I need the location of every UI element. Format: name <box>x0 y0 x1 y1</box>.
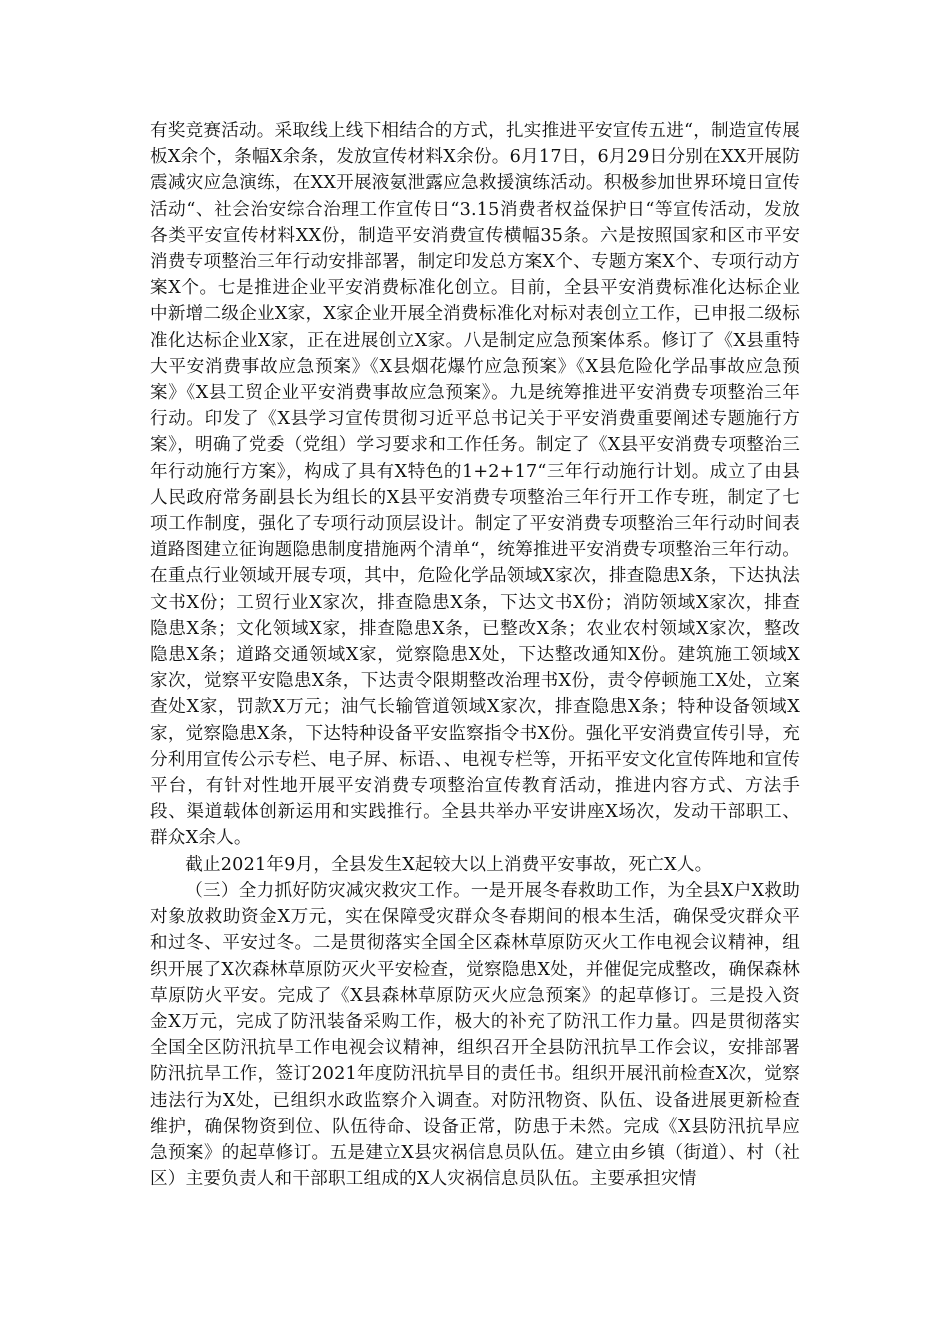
paragraph-disaster-prevention: （三）全力抓好防灾减灾救灾工作。一是开展冬春救助工作，为全县X户X救助对象放救助资金X万元，实在保障受灾群众冬春期间的根本生活，确保受灾群众平和过冬、平安过冬。二是贯彻落实全国全区森林草原防灭火工作电视会议精神，组织开展了X次森林草原防灭火平安检查，觉察隐患X处，并催促完成整改，确保森林草原防火平安。完成了《X县森林草原防灭火应急预案》的起草修订。三是投入资金X万元，完成了防汛装备采购工作，极大的补充了防汛工作力量。四是贯彻落实全国全区防汛抗旱工作电视会议精神，组织召开全县防汛抗旱工作会议，安排部署防汛抗旱工作，签订2021年度防汛抗旱目的责任书。组织开展汛前检查X次，觉察违法行为X处，已组织水政监察介入调查。对防汛物资、队伍、设备进展更新检查维护，确保物资到位、队伍待命、设备正常，防患于未然。完成《X县防汛抗旱应急预案》的起草修订。五是建立X县灾祸信息员队伍。建立由乡镇（街道）、村（社区）主要负责人和干部职工组成的X人灾祸信息员队伍。主要承担灾情 <box>150 880 800 1190</box>
paragraph-accident-statistics: 截止2021年9月，全县发生X起较大以上消费平安事故，死亡X人。 <box>185 854 713 875</box>
document-body <box>150 118 800 1192</box>
paragraph-continuation: 有奖竞赛活动。采取线上线下相结合的方式，扎实推进平安宣传五进“，制造宣传展板X余个，条幅X余条，发放宣传材料X余份。6月17日，6月29日分别在XX开展防震减灾应急演练，在XX开展液氨泄露应急救援演练活动。积极参加世界环境日宣传活动“、社会治安综合治理工作宣传日“3.15消费者权益保护日“等宣传活动，发放各类平安宣传材料XX份，制造平安消费宣传横幅35条。六是按照国家和区市平安消费专项整治三年行动安排部署，制定印发总方案X个、专题方案X个、专项行动方案X个。七是推进企业平安消费标准化创立。目前，全县平安消费标准化达标企业中新增二级企业X家，X家企业开展全消费标准化对标对表创立工作，已申报二级标准化达标企业X家，正在进展创立X家。八是制定应急预案体系。修订了《X县重特大平安消费事故应急预案》《X县烟花爆竹应急预案》《X县危险化学品事故应急预案》《X县工贸企业平安消费事故应急预案》。九是统筹推进平安消费专项整治三年行动。印发了《X县学习宣传贯彻习近平总书记关于平安消费重要阐述专题施行方案》，明确了党委（党组）学习要求和工作任务。制定了《X县平安消费专项整治三年行动施行方案》，构成了具有X特色的1+2+17“三年行动施行计划。成立了由县人民政府常务副县长为组长的X县平安消费专项整治三年行开工作专班，制定了七项工作制度，强化了专项行动顶层设计。制定了平安消费专项整治三年行动时间表道路图建立征询题隐患制度措施两个清单“，统筹推进平安消费专项整治三年行动。在重点行业领域开展专项，其中，危险化学品领域X家次，排查隐患X条，下达执法文书X份；工贸行业X家次，排查隐患X条，下达文书X份；消防领域X家次，排查隐患X条；文化领域X家，排查隐患X条，已整改X条；农业农村领域X家次，整改隐患X条；道路交通领域X家，觉察隐患X处，下达整改通知X份。建筑施工领域X家次，觉察平安隐患X条，下达责令限期整改治理书X份，责令停顿施工X处，立案查处X家，罚款X万元；油气长输管道领域X家次，排查隐患X条；特种设备领域X家，觉察隐患X条，下达特种设备平安监察指令书X份。强化平安消费宣传引导，充分利用宣传公示专栏、电子屏、标语、、电视专栏等，开拓平安文化宣传阵地和宣传平台，有针对性地开展平安消费专项整治宣传教育活动，推进内容方式、方法手段、渠道载体创新运用和实践推行。全县共举办平安讲座X场次，发动干部职工、群众X余人。 <box>150 121 800 849</box>
